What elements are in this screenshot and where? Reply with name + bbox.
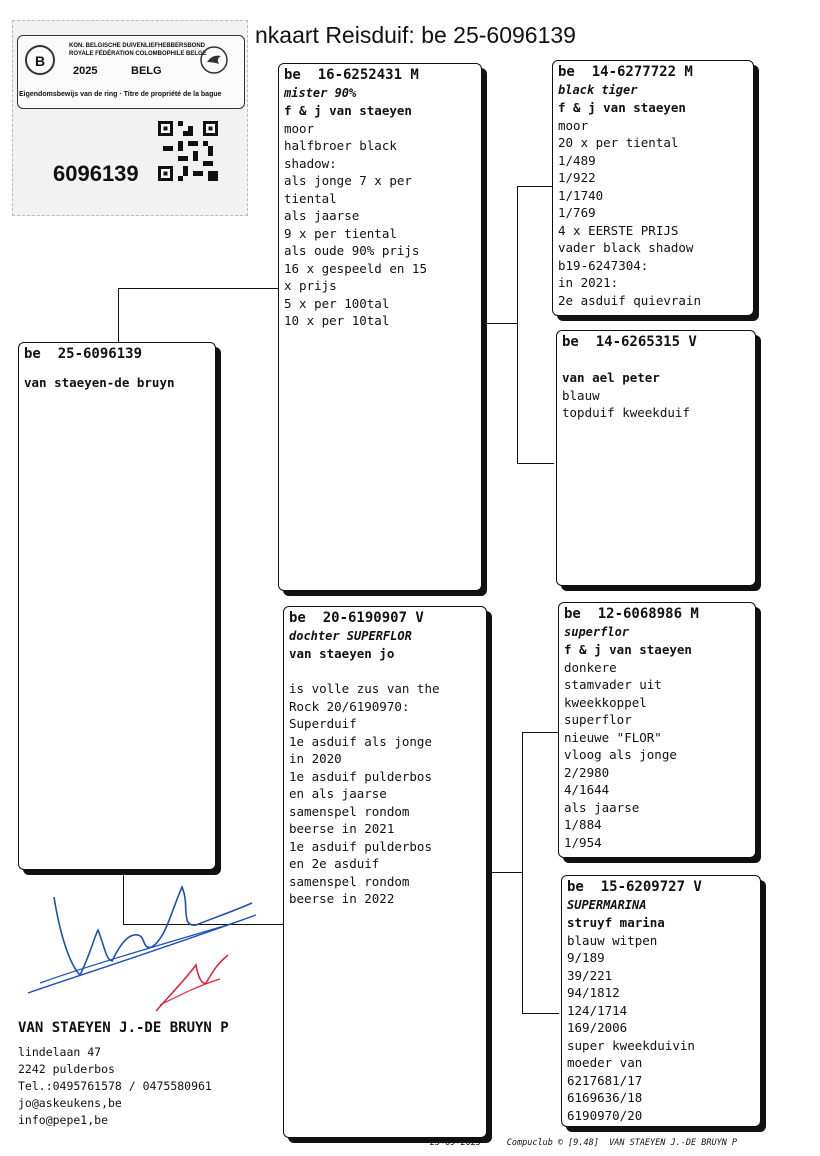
- dam-sire-note-line: kweekkoppel: [564, 694, 647, 710]
- ring-year: 2025: [73, 65, 98, 77]
- sire-sire-note-line: 20 x per tiental: [558, 135, 679, 150]
- sire-sire-breeder: f & j van staeyen: [558, 100, 686, 115]
- dam-sire-note-line: superflor: [564, 712, 632, 727]
- owner-phone: Tel.:0495761578 / 0475580961: [18, 1079, 212, 1093]
- dam-dam-card: [561, 875, 761, 1127]
- dam-note-line: Rock 20/6190970:: [289, 698, 410, 714]
- owner-city: 2242 pulderbos: [18, 1062, 115, 1076]
- connector-subject-sire: [118, 288, 281, 345]
- ring-certificate: [12, 20, 248, 216]
- sire-dam-notes: [562, 387, 750, 422]
- connector-dam-parents: [488, 872, 522, 874]
- dam-breeder: van staeyen jo: [289, 646, 395, 661]
- sire-note-line: x prijs: [284, 278, 337, 293]
- dam-note-line: is volle zus van the: [289, 681, 440, 696]
- sire-note-line: 5 x per 100tal: [284, 295, 390, 311]
- dam-dam-notes: [567, 932, 755, 1125]
- sire-sire-note-line: moor: [558, 117, 589, 133]
- ring-country: BELG: [131, 65, 162, 77]
- dam-notes: [289, 663, 481, 908]
- dam-sire-name: superflor: [564, 624, 630, 639]
- sire-note-line: 9 x per tiental: [284, 225, 397, 241]
- dam-dam-note-line: 9/189: [567, 950, 605, 965]
- sire-note-line: 16 x gespeeld en 15: [284, 260, 427, 276]
- dam-dam-note-line: super kweekduivin: [567, 1037, 695, 1053]
- org-line-1: KON. BELGISCHE DUIVENLIEFHEBBERSBOND: [69, 43, 206, 49]
- sire-note-line: tiental: [284, 190, 337, 206]
- sire-note-line: shadow:: [284, 155, 337, 171]
- dam-sire-note-line: 4/1644: [564, 782, 610, 797]
- ring-number: 6096139: [53, 161, 139, 186]
- dam-card: [283, 606, 487, 1138]
- dam-sire-note-line: 2/2980: [564, 764, 610, 780]
- dam-ring-number: be 20-6190907 V: [289, 610, 424, 626]
- sire-dam-note-line: blauw: [562, 387, 600, 403]
- sire-sire-note-line: 2e asduif quievrain: [558, 292, 701, 308]
- sire-note-line: halfbroer black: [284, 138, 397, 153]
- connector-sire-parents: [483, 323, 517, 325]
- sire-sire-card: [552, 60, 754, 316]
- sire-dam-name: [562, 352, 750, 370]
- sire-card: [278, 63, 482, 591]
- dam-sire-note-line: donkere: [564, 659, 617, 675]
- sire-sire-note-line: 4 x EERSTE PRIJS: [558, 222, 679, 238]
- qr-code-icon: [158, 121, 218, 181]
- dam-sire-note-line: stamvader uit: [564, 677, 662, 692]
- dam-note-line: beerse in 2022: [289, 891, 395, 906]
- sire-ring-number: be 16-6252431 M: [284, 67, 419, 83]
- sire-sire-note-line: in 2021:: [558, 275, 619, 290]
- sire-dam-card: [556, 330, 756, 586]
- dam-note-line: Superduif: [289, 716, 357, 731]
- dam-dam-note-line: 6169636/18: [567, 1090, 643, 1105]
- dam-sire-note-line: 1/884: [564, 817, 602, 832]
- sire-dam-breeder: van ael peter: [562, 370, 660, 385]
- sire-sire-note-line: 1/489: [558, 152, 596, 168]
- owner-email-2: info@pepe1,be: [18, 1113, 109, 1127]
- dam-dam-note-line: 94/1812: [567, 985, 620, 1000]
- dam-note-line: 1e asduif als jonge: [289, 733, 432, 749]
- sire-sire-note-line: 1/1740: [558, 187, 604, 203]
- sire-note-line: als oude 90% prijs: [284, 243, 420, 258]
- dam-note-line: in 2020: [289, 751, 342, 766]
- dam-dam-note-line: 6190970/20: [567, 1107, 643, 1123]
- sire-name: mister 90%: [284, 85, 357, 100]
- sire-sire-note-line: 1/769: [558, 205, 596, 220]
- dam-note-line: beerse in 2021: [289, 821, 395, 836]
- dam-name: dochter SUPERFLOR: [289, 628, 412, 643]
- org-line-2: ROYALE FÉDÉRATION COLOMBOPHILE BELGE: [69, 51, 207, 57]
- owner-email-1: jo@askeukens,be: [18, 1096, 122, 1110]
- dam-note-line: 1e asduif pulderbos: [289, 768, 432, 784]
- footer-credit: 23-09-2025 Compuclub © [9.48] VAN STAEYEN J.-DE BRUYN P: [430, 1138, 738, 1148]
- sire-sire-ring-number: be 14-6277722 M: [558, 64, 693, 80]
- dam-sire-card: [558, 602, 756, 858]
- sire-note-line: moor: [284, 120, 315, 136]
- subject-ring-number: be 25-6096139: [24, 346, 143, 362]
- sire-sire-note-line: 1/922: [558, 170, 596, 185]
- dam-note-line: samenspel rondom: [289, 803, 410, 819]
- sire-note-line: als jaarse: [284, 208, 360, 223]
- dam-dam-ring-number: be 15-6209727 V: [567, 879, 702, 895]
- sire-sire-note-line: vader black shadow: [558, 240, 694, 255]
- dam-sire-breeder: f & j van staeyen: [564, 642, 692, 657]
- connector-dam-sire: [522, 732, 559, 1014]
- dam-sire-notes: [564, 659, 750, 852]
- dam-note-line: 1e asduif pulderbos: [289, 838, 432, 854]
- dam-dam-note-line: 169/2006: [567, 1020, 628, 1035]
- dam-sire-ring-number: be 12-6068986 M: [564, 606, 699, 622]
- sire-dam-ring-number: be 14-6265315 V: [562, 334, 697, 350]
- pigeon-seal-icon: [199, 45, 229, 75]
- dam-sire-note-line: 1/954: [564, 834, 602, 850]
- dam-dam-note-line: 39/221: [567, 967, 613, 983]
- page-title: nkaart Reisduif: be 25-6096139: [255, 22, 576, 48]
- ownership-text: Eigendomsbewijs van de ring · Titre de propriété de la bague: [19, 91, 222, 98]
- dam-dam-breeder: struyf marina: [567, 915, 665, 930]
- dam-dam-note-line: moeder van: [567, 1055, 643, 1070]
- sire-note-line: 10 x per 10tal: [284, 313, 390, 328]
- dam-dam-note-line: 6217681/17: [567, 1072, 643, 1088]
- subject-pigeon-card: [18, 342, 216, 870]
- dam-sire-note-line: vloog als jonge: [564, 747, 677, 762]
- dam-note-line: [289, 663, 481, 681]
- dam-note-line: samenspel rondom: [289, 873, 410, 889]
- subject-breeder: van staeyen-de bruyn: [24, 374, 175, 390]
- owner-name: VAN STAEYEN J.-DE BRUYN P: [18, 1020, 229, 1036]
- sire-dam-note-line: topduif kweekduif: [562, 405, 690, 420]
- sire-note-line: als jonge 7 x per: [284, 173, 412, 188]
- sire-sire-name: black tiger: [558, 82, 638, 97]
- dam-dam-name: SUPERMARINA: [567, 897, 647, 912]
- dam-note-line: en 2e asduif: [289, 856, 380, 871]
- owner-street: lindelaan 47: [18, 1045, 102, 1059]
- sire-sire-notes: [558, 117, 748, 310]
- connector-sire-sire: [517, 186, 554, 464]
- sire-sire-note-line: b19-6247304:: [558, 257, 649, 273]
- owner-address: [18, 1044, 212, 1129]
- sire-breeder: f & j van staeyen: [284, 103, 412, 118]
- sire-notes: [284, 120, 476, 330]
- dam-sire-note-line: nieuwe "FLOR": [564, 729, 662, 745]
- dam-note-line: en als jaarse: [289, 786, 387, 801]
- kbdb-logo-icon: B: [25, 45, 55, 75]
- dam-dam-note-line: blauw witpen: [567, 932, 658, 948]
- dam-sire-note-line: als jaarse: [564, 799, 640, 815]
- handwritten-signature: [20, 875, 280, 1015]
- dam-dam-note-line: 124/1714: [567, 1002, 628, 1018]
